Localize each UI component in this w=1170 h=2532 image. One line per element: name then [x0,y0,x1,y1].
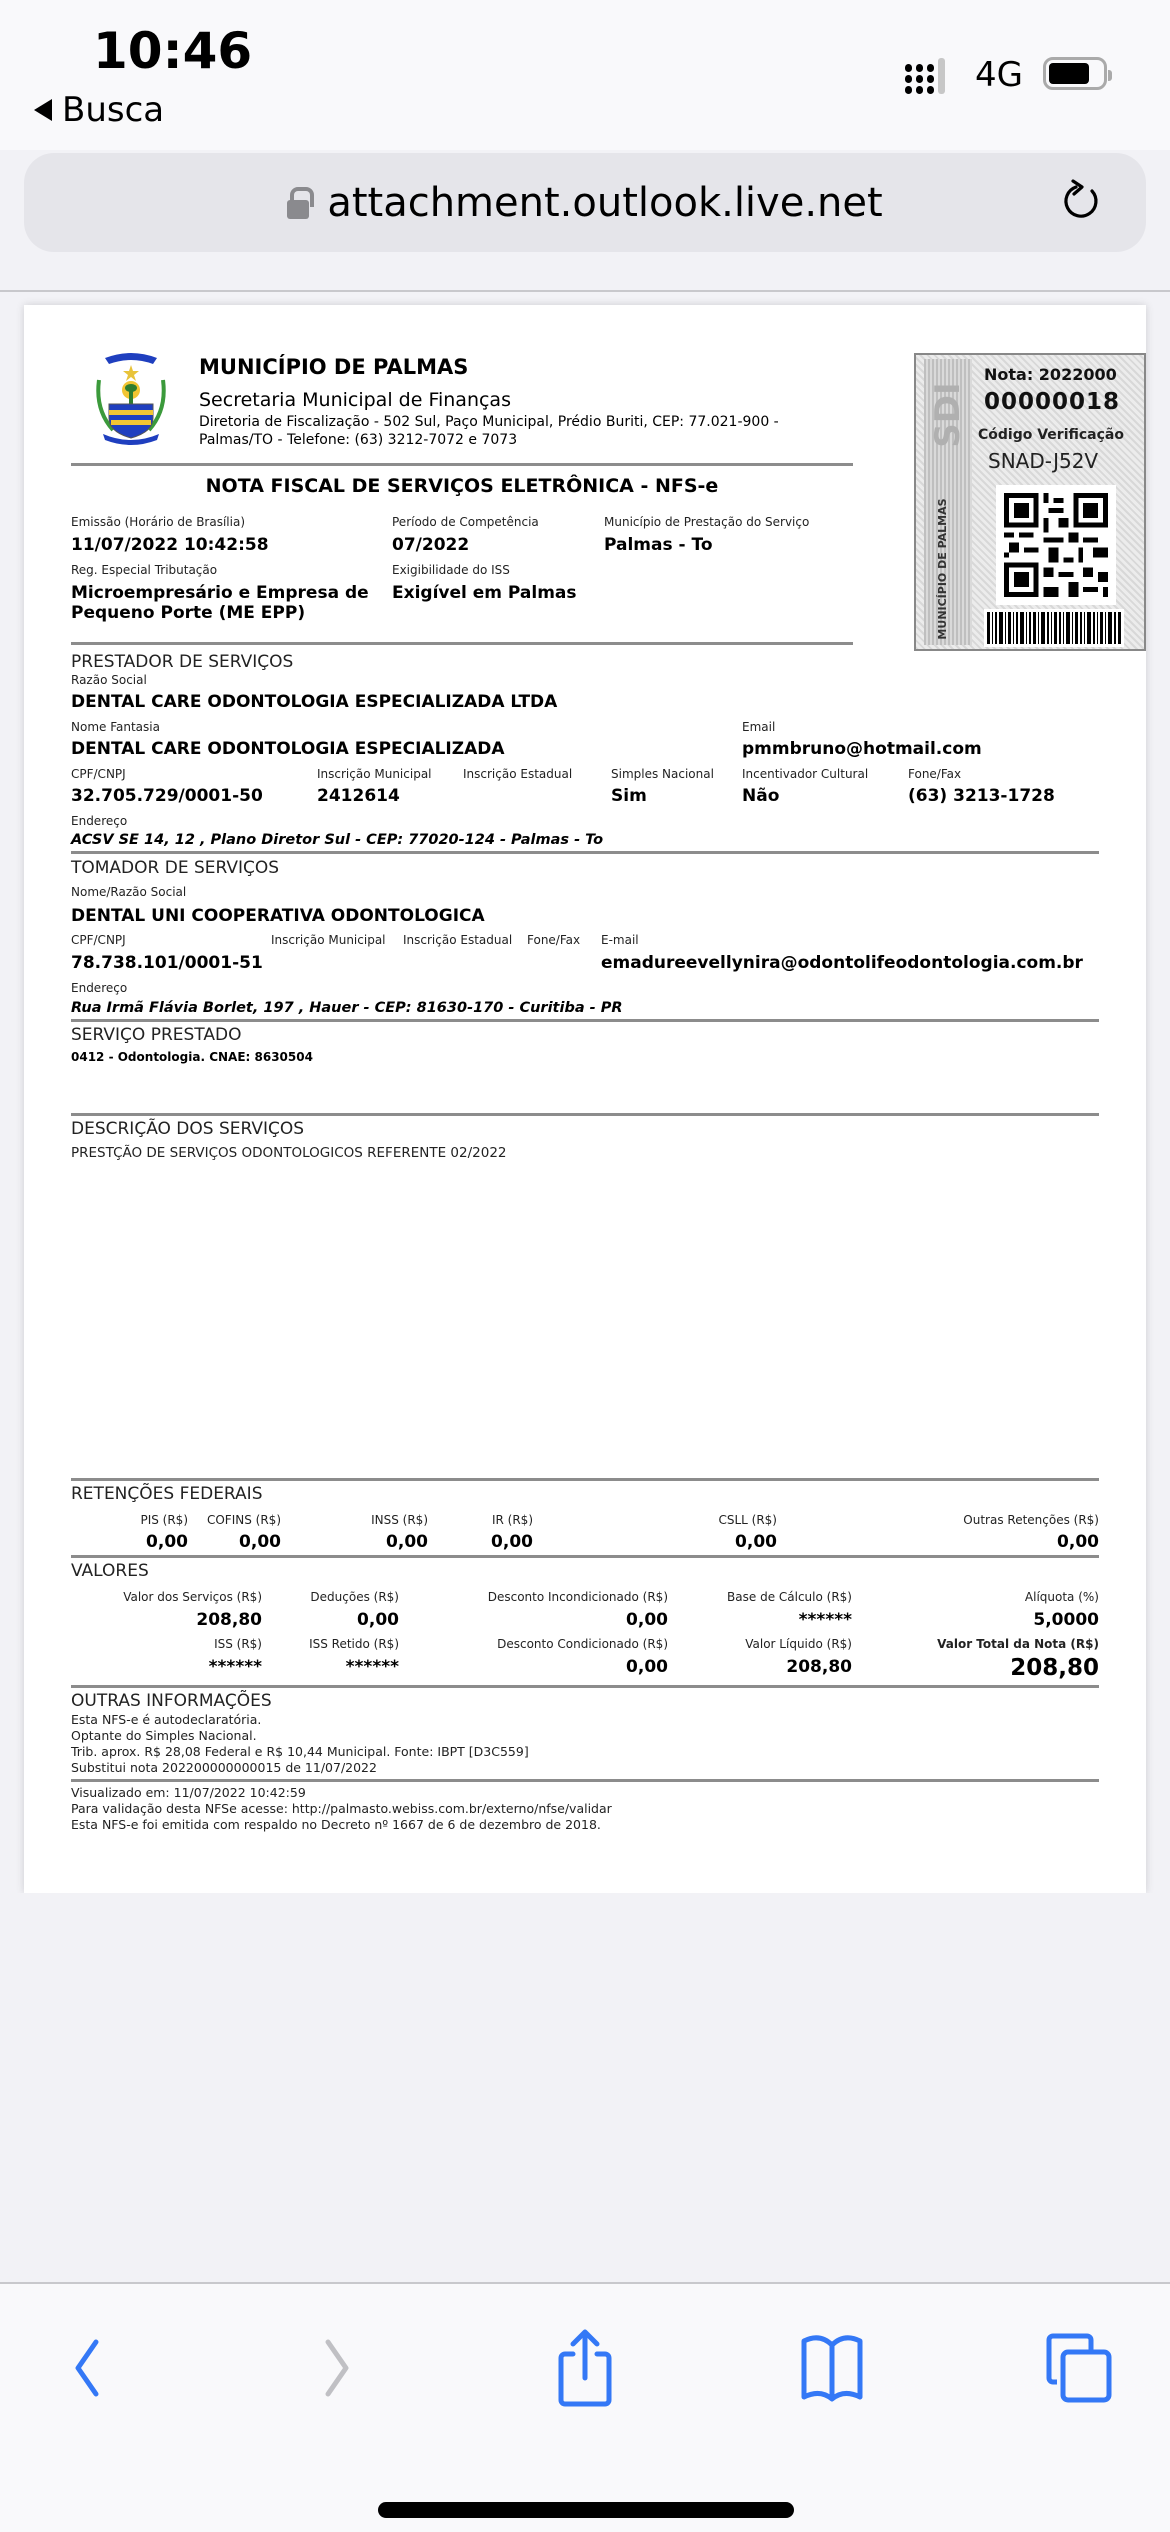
reload-icon[interactable] [1056,177,1106,227]
prestador-razao-label: Razão Social [71,673,147,687]
prestador-section-title: PRESTADOR DE SERVIÇOS [71,652,294,672]
municipality-name: MUNICÍPIO DE PALMAS [199,355,469,379]
regime-label: Reg. Especial Tributação [71,563,218,577]
valor-total-label: Valor Total da Nota (R$) [937,1637,1099,1651]
inss-label: INSS (R$) [371,1513,428,1527]
divider [71,1113,1099,1116]
validation-link[interactable]: Para validação desta NFSe acesse: http://palmasto.webiss.com.br/externo/nfse/validar [71,1801,612,1816]
divider [71,1779,1099,1782]
prestador-fone-label: Fone/Fax [908,767,962,781]
ir-label: IR (R$) [491,1513,533,1527]
csll-value: 0,00 [735,1532,777,1552]
chrome-divider [0,290,1170,292]
competencia-label: Período de Competência [392,515,539,529]
desconto-incondicionado-label: Desconto Incondicionado (R$) [487,1590,668,1604]
back-button[interactable] [46,2328,126,2408]
tomador-endereco-value: Rua Irmã Flávia Borlet, 197 , Hauer - CEP: 81630-170 - Curitiba - PR [71,1000,623,1016]
tabs-icon [1043,2332,1115,2404]
palmas-coat-of-arms-logo [91,350,171,446]
outras-line: Optante do Simples Nacional. [71,1728,257,1743]
prestador-cnpj-value: 32.705.729/0001-50 [71,786,263,806]
sdi-brand: SDI [928,382,968,448]
prestador-endereco-label: Endereço [71,814,128,828]
deducoes-label: Deduções (R$) [310,1590,399,1604]
nota-number: 00000018 [984,389,1121,415]
prestador-incentivador-value: Não [742,786,780,806]
home-indicator[interactable] [378,2502,794,2518]
verification-label: Código Verificação [978,427,1124,443]
outras-line: Esta NFS-e é autodeclaratória. [71,1712,262,1727]
divider [71,1478,1099,1481]
book-icon [794,2333,870,2403]
valor-servicos-label: Valor dos Serviços (R$) [123,1590,262,1604]
tomador-section-title: TOMADOR DE SERVIÇOS [71,858,280,878]
outras-section-title: OUTRAS INFORMAÇÕES [71,1691,272,1711]
desconto-condicionado-value: 0,00 [626,1657,668,1677]
chevron-right-icon [318,2336,358,2400]
cofins-label: COFINS (R$) [206,1513,281,1527]
share-button[interactable] [545,2328,625,2408]
network-type: 4G [975,55,1023,95]
nota-label: Nota: 2022000 [984,365,1117,384]
signal-icon [905,58,945,94]
chevron-left-icon [66,2336,106,2400]
tomador-fone-label: Fone/Fax [527,933,581,947]
battery-icon [1043,57,1107,90]
csll-label: CSLL (R$) [718,1513,777,1527]
aliquota-label: Alíquota (%) [1024,1590,1099,1604]
inss-value: 0,00 [386,1532,428,1552]
share-icon [553,2328,617,2408]
verification-code: SNAD-J52V [988,449,1099,473]
emissao-label: Emissão (Horário de Brasília) [71,515,245,529]
tomador-email-value: emadureevellynira@odontolifeodontologia.com.br [601,953,1083,973]
footer-line: Esta NFS-e foi emitida com respaldo no Decreto nº 1667 de 6 de dezembro de 2018. [71,1817,601,1832]
prestador-im-label: Inscrição Municipal [317,767,432,781]
base-calculo-value: ****** [798,1610,852,1630]
tomador-endereco-label: Endereço [71,981,128,995]
divider [71,1019,1099,1022]
page-background [0,1893,1170,2282]
tomador-ie-label: Inscrição Estadual [403,933,513,947]
invoice-page [24,305,1146,1893]
secretariat-address: Diretoria de Fiscalização - 502 Sul, Paço Municipal, Prédio Buriti, CEP: 77.021-900 - Palmas/TO - Telefone: (63) 3212-7072 e 7073 [199,414,779,448]
iss-retido-label: ISS Retido (R$) [309,1637,399,1651]
lock-icon [287,187,309,219]
municipio-label: Município de Prestação do Serviço [604,515,810,529]
prestador-simples-value: Sim [611,786,647,806]
emissao-value: 11/07/2022 10:42:58 [71,535,269,555]
invoice-title: NOTA FISCAL DE SERVIÇOS ELETRÔNICA - NFS-e [205,475,719,497]
address-bar[interactable] [24,153,1146,252]
regime-value-line1: Microempresário e Empresa de [71,583,369,603]
servico-value: 0412 - Odontologia. CNAE: 8630504 [71,1050,313,1064]
tomador-im-label: Inscrição Municipal [271,933,386,947]
prestador-endereco-value: ACSV SE 14, 12 , Plano Diretor Sul - CEP: 77020-124 - Palmas - To [71,832,604,848]
retencoes-section-title: RETENÇÕES FEDERAIS [71,1484,263,1504]
outras-retencoes-label: Outras Retenções (R$) [963,1513,1099,1527]
prestador-email-label: Email [742,720,776,734]
prestador-im-value: 2412614 [317,786,400,806]
outras-retencoes-value: 0,00 [1057,1532,1099,1552]
back-triangle-icon [34,99,52,121]
prestador-fone-value: (63) 3213-1728 [908,786,1055,806]
exigibilidade-label: Exigibilidade do ISS [392,563,510,577]
regime-value-line2: Pequeno Porte (ME EPP) [71,603,306,623]
descricao-section-title: DESCRIÇÃO DOS SERVIÇOS [71,1119,305,1139]
prestador-cnpj-label: CPF/CNPJ [71,767,126,781]
valor-total-value: 208,80 [1010,1655,1099,1681]
tomador-razao-label: Nome/Razão Social [71,885,187,899]
divider [71,1555,1099,1558]
forward-button[interactable] [298,2328,378,2408]
divider [71,463,853,466]
prestador-fantasia-value: DENTAL CARE ODONTOLOGIA ESPECIALIZADA [71,739,505,759]
ir-value: 0,00 [491,1532,533,1552]
barcode-icon [984,609,1124,647]
browser-toolbar [0,2282,1170,2532]
url-text: attachment.outlook.live.net [327,179,883,226]
tabs-button[interactable] [1039,2328,1119,2408]
iss-retido-value: ****** [345,1657,399,1677]
prestador-email-value: pmmbruno@hotmail.com [742,739,982,759]
desconto-condicionado-label: Desconto Condicionado (R$) [497,1637,668,1651]
valor-liquido-value: 208,80 [786,1657,852,1677]
bookmarks-button[interactable] [792,2328,872,2408]
prestador-ie-label: Inscrição Estadual [463,767,573,781]
cofins-value: 0,00 [239,1532,281,1552]
divider [71,642,853,645]
stamp-municipality: MUNICÍPIO DE PALMAS [936,498,949,640]
desconto-incondicionado-value: 0,00 [626,1610,668,1630]
prestador-simples-label: Simples Nacional [611,767,714,781]
descricao-value: PRESTÇÃO DE SERVIÇOS ODONTOLOGICOS REFERENTE 02/2022 [71,1145,507,1161]
tomador-cnpj-label: CPF/CNPJ [71,933,126,947]
iss-label: ISS (R$) [214,1637,262,1651]
secretariat-name: Secretaria Municipal de Finanças [199,389,511,411]
footer-line: Visualizado em: 11/07/2022 10:42:59 [71,1785,306,1800]
prestador-fantasia-label: Nome Fantasia [71,720,160,734]
municipio-value: Palmas - To [604,535,713,555]
servico-section-title: SERVIÇO PRESTADO [71,1025,242,1045]
competencia-value: 07/2022 [392,535,470,555]
tomador-cnpj-value: 78.738.101/0001-51 [71,953,263,973]
base-calculo-label: Base de Cálculo (R$) [727,1590,852,1604]
nfse-stamp [914,353,1146,651]
pis-label: PIS (R$) [140,1513,188,1527]
tomador-email-label: E-mail [601,933,639,947]
status-bar [0,0,1170,150]
exigibilidade-value: Exigível em Palmas [392,583,577,603]
valor-servicos-value: 208,80 [196,1610,262,1630]
deducoes-value: 0,00 [357,1610,399,1630]
qr-code-icon [996,485,1116,605]
divider [71,851,1099,854]
divider [71,1685,1099,1688]
clock: 10:46 [93,22,253,80]
valor-liquido-label: Valor Líquido (R$) [745,1637,852,1651]
iss-value: ****** [208,1657,262,1677]
back-app-label: Busca [62,90,165,130]
prestador-incentivador-label: Incentivador Cultural [742,767,869,781]
outras-line: Trib. aprox. R$ 28,08 Federal e R$ 10,44 Municipal. Fonte: IBPT [D3C559] [71,1744,529,1759]
valores-section-title: VALORES [71,1561,149,1581]
tomador-razao-value: DENTAL UNI COOPERATIVA ODONTOLOGICA [71,906,485,926]
outras-line: Substitui nota 202200000000015 de 11/07/2022 [71,1760,377,1775]
prestador-razao-value: DENTAL CARE ODONTOLOGIA ESPECIALIZADA LTDA [71,692,558,712]
pis-value: 0,00 [146,1532,188,1552]
back-to-app-button[interactable] [34,90,164,130]
aliquota-value: 5,0000 [1033,1610,1099,1630]
